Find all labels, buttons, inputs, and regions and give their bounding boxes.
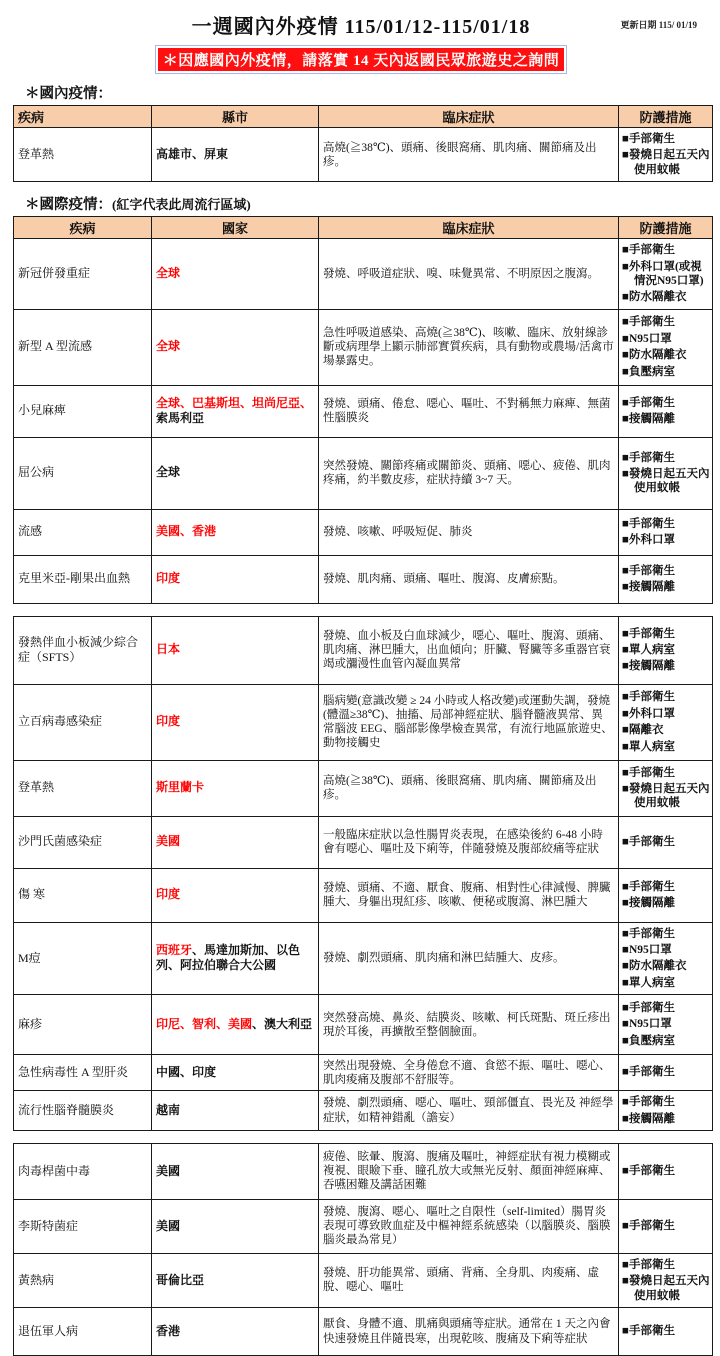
measure-item: ■手部衛生: [622, 517, 675, 530]
measure-item: ■手部衛生: [622, 564, 675, 577]
location-text: 全球: [156, 465, 181, 480]
measure-item: ■手部衛生: [622, 835, 675, 848]
location-text: 香港: [156, 1323, 181, 1338]
location-cell: [152, 1091, 319, 1131]
table-row: [14, 555, 713, 603]
symptoms-cell: 疲倦、眩暈、腹瀉、腹痛及嘔吐，神經症狀有視力模糊或複視、眼瞼下垂、瞳孔放大或無光反射、顏面神經麻痺、吞嚥困難及講話困難: [319, 1143, 619, 1199]
black-square-bullet-icon: ■: [622, 627, 629, 640]
location-text-red: 日本: [156, 642, 181, 657]
symptoms-cell: 發燒、腹瀉、噁心、嘔吐之自限性（self-limited）腸胃炎表現可導致敗血症及中樞神經系統感染（以腦膜炎、腦膜腦炎最為常見）: [319, 1199, 619, 1253]
table-row: [14, 1199, 713, 1253]
black-square-bullet-icon: ■: [622, 1112, 629, 1125]
measure-item: ■外科口罩: [622, 707, 675, 720]
location-cell: [152, 1308, 319, 1356]
disease-cell: 小兒麻痺: [14, 385, 152, 437]
measures-cell: [619, 385, 713, 437]
black-square-bullet-icon: ■: [622, 691, 629, 704]
measures-cell: [619, 1143, 713, 1199]
measure-item: ■防水隔離衣: [622, 349, 687, 362]
measures-cell: [619, 509, 713, 555]
domestic-table: [13, 105, 713, 182]
black-square-bullet-icon: ■: [622, 1220, 629, 1233]
black-square-bullet-icon: ■: [622, 365, 629, 378]
black-square-bullet-icon: ■: [622, 1165, 629, 1178]
black-square-bullet-icon: ■: [622, 316, 629, 329]
symptoms-cell: 發燒、呼吸道症狀、嗅、味覺異常、不明原因之腹瀉。: [319, 239, 619, 310]
measure-item: ■手部衛生: [622, 1165, 675, 1178]
section-title-domestic-label: ＊國內疫情：: [25, 86, 112, 102]
symptoms-cell: 發燒、肝功能異常、頭痛、背痛、全身肌、肉痠痛、虛脫、噁心、嘔吐: [319, 1253, 619, 1307]
black-square-bullet-icon: ■: [622, 1325, 629, 1338]
notice-banner-text: ＊因應國內外疫情，請落實 14 天內返國民眾旅遊史之詢問: [158, 48, 565, 71]
black-square-bullet-icon: ■: [622, 1066, 629, 1079]
disease-cell: 登革熱: [14, 760, 152, 816]
measure-item: ■手部衛生: [622, 133, 675, 145]
page-title: 一週國內外疫情 115/01/12-115/01/18: [191, 16, 531, 38]
measures-cell: [619, 1091, 713, 1131]
black-square-bullet-icon: ■: [622, 133, 629, 145]
measure-item: ■手部衛生: [622, 316, 675, 329]
black-square-bullet-icon: ■: [622, 707, 629, 720]
table-row: [14, 309, 713, 385]
table-row: [14, 1091, 713, 1131]
col-header: 防護措施: [619, 217, 713, 239]
measures-cell: [619, 760, 713, 816]
black-square-bullet-icon: ■: [622, 517, 629, 530]
location-cell: [152, 684, 319, 760]
black-square-bullet-icon: ■: [622, 740, 629, 753]
disease-cell: 沙門氏菌感染症: [14, 816, 152, 868]
table-row: [14, 239, 713, 310]
section-note-red-legend: (紅字代表此周流行區域): [112, 197, 251, 213]
report-document: [11, 10, 711, 1356]
location-cell: [152, 128, 319, 182]
black-square-bullet-icon: ■: [622, 880, 629, 893]
black-square-bullet-icon: ■: [622, 1018, 629, 1031]
header-row: [14, 106, 713, 128]
black-square-bullet-icon: ■: [622, 581, 629, 594]
disease-cell: 急性病毒性 A 型肝炎: [14, 1055, 152, 1091]
location-cell: [152, 868, 319, 922]
black-square-bullet-icon: ■: [622, 782, 629, 795]
symptoms-cell: 發燒、咳嗽、呼吸短促、肺炎: [319, 509, 619, 555]
measure-item: ■手部衛生: [622, 451, 675, 464]
symptoms-cell: 腦病變(意識改變 ≥ 24 小時或人格改變)或運動失調，發燒(體溫≥38℃)、抽搐、局部神經症狀、腦脊髓液異常、異常腦波 EEG、腦部影像學檢查異常，有流行地區旅遊史、動物接觸史: [319, 684, 619, 760]
black-square-bullet-icon: ■: [622, 244, 629, 257]
measure-item: ■手部衛生: [622, 927, 675, 940]
measure-item: ■接觸隔離: [622, 660, 675, 673]
measure-item: ■手部衛生: [622, 880, 675, 893]
table-row: [14, 1253, 713, 1307]
black-square-bullet-icon: ■: [622, 960, 629, 973]
black-square-bullet-icon: ■: [622, 1096, 629, 1109]
location-text: 哥倫比亞: [156, 1272, 205, 1287]
measure-item: ■手部衛生: [622, 1220, 675, 1233]
measures-cell: [619, 1199, 713, 1253]
measures-cell: [619, 1308, 713, 1356]
black-square-bullet-icon: ■: [622, 1275, 629, 1288]
location-text-red: 印度: [156, 887, 181, 902]
measures-cell: [619, 309, 713, 385]
symptoms-cell: 發燒、血小板及白血球減少，噁心、嘔吐、腹瀉、頭痛、肌肉痛、淋巴腫大，出血傾向；肝臟、腎臟等多重器官衰竭或瀰漫性血管內凝血異常: [319, 616, 619, 684]
measure-item: ■發燒日起五天內使用蚊帳: [622, 1275, 710, 1302]
location-cell: [152, 1199, 319, 1253]
location-text-red: 印度: [156, 714, 181, 729]
location-text: 美國: [156, 1218, 181, 1233]
notice-banner: [155, 45, 568, 74]
black-square-bullet-icon: ■: [622, 835, 629, 848]
symptoms-cell: 發燒、頭痛、不適、厭食、腹痛、相對性心律減慢、脾臟腫大、身軀出現紅疹、咳嗽、便秘或腹瀉、淋巴腫大: [319, 868, 619, 922]
measure-item: ■手部衛生: [622, 1066, 675, 1079]
symptoms-cell: 突然發高燒、鼻炎、結膜炎、咳嗽、柯氏斑點、斑丘疹出現於耳後，再擴散至整個臉面。: [319, 995, 619, 1055]
measure-item: ■手部衛生: [622, 1096, 675, 1109]
table-row: [14, 385, 713, 437]
table-row: [14, 1055, 713, 1091]
col-header: 防護措施: [619, 106, 713, 128]
measures-cell: [619, 868, 713, 922]
symptoms-cell: 發燒、劇烈頭痛、噁心、嘔吐、頸部僵直、畏光及 神經學症狀，如精神錯亂（譫妄）: [319, 1091, 619, 1131]
symptoms-cell: 發燒、肌肉痛、頭痛、嘔吐、腹瀉、皮膚瘀點。: [319, 555, 619, 603]
location-text: 、馬達加斯加、以色列、阿拉伯聯合大公國: [156, 942, 301, 973]
black-square-bullet-icon: ■: [622, 149, 629, 162]
location-cell: [152, 437, 319, 509]
measure-item: ■發燒日起五天內使用蚊帳: [622, 782, 710, 810]
black-square-bullet-icon: ■: [622, 451, 629, 464]
location-text-red: 全球: [156, 266, 181, 281]
table-row: [14, 868, 713, 922]
symptoms-cell: 高燒(≧38℃)、頭痛、後眼窩痛、肌肉痛、關節痛及出疹。: [319, 760, 619, 816]
col-header: 臨床症狀: [319, 106, 619, 128]
table-row: [14, 128, 713, 182]
disease-cell: 新型 A 型流感: [14, 309, 152, 385]
measure-item: ■隔離衣: [622, 724, 664, 737]
intl-table-3: [13, 1143, 713, 1356]
location-text: 高雄市、屏東: [156, 146, 229, 161]
location-cell: [152, 509, 319, 555]
measure-item: ■接觸隔離: [622, 897, 675, 910]
location-text-red: 印度: [156, 571, 181, 586]
disease-cell: 流行性腦脊髓膜炎: [14, 1091, 152, 1131]
domestic-table-container: [11, 105, 711, 182]
measure-item: ■發燒日起五天內使用蚊帳: [622, 467, 710, 495]
measures-cell: [619, 684, 713, 760]
symptoms-cell: 發燒、劇烈頭痛、肌肉痛和淋巴結腫大、皮疹。: [319, 922, 619, 995]
table-row: [14, 816, 713, 868]
measures-cell: [619, 555, 713, 603]
measure-item: ■防水隔離衣: [622, 291, 687, 304]
location-cell: [152, 239, 319, 310]
measures-cell: [619, 995, 713, 1055]
black-square-bullet-icon: ■: [622, 349, 629, 362]
symptoms-cell: 高燒(≧38℃)、頭痛、後眼窩痛、肌肉痛、關節痛及出疹。: [319, 128, 619, 182]
location-cell: [152, 816, 319, 868]
symptoms-cell: 突然發燒、關節疼痛或關節炎、頭痛、噁心、疲倦、肌肉疼痛，約半數皮疹，症狀持續 3~7 天。: [319, 437, 619, 509]
table-row: [14, 684, 713, 760]
location-text-red: 全球、巴基斯坦、坦尚尼亞、: [156, 395, 313, 410]
black-square-bullet-icon: ■: [622, 897, 629, 910]
black-square-bullet-icon: ■: [622, 396, 629, 409]
disease-cell: 肉毒桿菌中毒: [14, 1143, 152, 1199]
col-header: 疾病: [14, 217, 152, 239]
measure-item: ■N95口罩: [622, 1018, 672, 1031]
black-square-bullet-icon: ■: [622, 1002, 629, 1015]
disease-cell: 屈公病: [14, 437, 152, 509]
location-cell: [152, 922, 319, 995]
measure-item: ■手部衛生: [622, 396, 675, 409]
black-square-bullet-icon: ■: [622, 927, 629, 940]
measures-cell: [619, 128, 713, 182]
measure-item: ■外科口罩(或視情況N95口罩): [622, 260, 704, 287]
measures-cell: [619, 816, 713, 868]
update-date: 更新日期 115/ 01/19: [620, 20, 697, 30]
black-square-bullet-icon: ■: [622, 766, 629, 779]
measure-item: ■手部衛生: [622, 244, 675, 257]
intl-table-1: [13, 216, 713, 604]
measure-item: ■單人病室: [622, 976, 675, 989]
disease-cell: 登革熱: [14, 128, 152, 182]
measure-item: ■手部衛生: [622, 1258, 675, 1271]
disease-cell: 新冠併發重症: [14, 239, 152, 310]
col-header: 疾病: [14, 106, 152, 128]
black-square-bullet-icon: ■: [622, 976, 629, 989]
title-bar: [11, 10, 711, 42]
symptoms-cell: 發燒、頭痛、倦怠、噁心、嘔吐、不對稱無力麻痺、無菌性腦膜炎: [319, 385, 619, 437]
black-square-bullet-icon: ■: [622, 291, 629, 304]
location-text: 中國、印度: [156, 1064, 217, 1079]
black-square-bullet-icon: ■: [622, 413, 629, 426]
international-tables-container: [11, 216, 711, 1356]
location-cell: [152, 995, 319, 1055]
measure-item: ■負壓病室: [622, 365, 675, 378]
symptoms-cell: 突然出現發燒、全身倦怠不適、食慾不振、嘔吐、噁心、肌肉痠痛及腹部不舒服等。: [319, 1055, 619, 1091]
disease-cell: 流感: [14, 509, 152, 555]
disease-cell: 黃熱病: [14, 1253, 152, 1307]
measure-item: ■接觸隔離: [622, 581, 675, 594]
symptoms-cell: 一般臨床症狀以急性腸胃炎表現，在感染後約 6-48 小時會有噁心、嘔吐及下痢等，伴隨發燒及腹部絞痛等症狀: [319, 816, 619, 868]
measures-cell: [619, 1253, 713, 1307]
black-square-bullet-icon: ■: [622, 944, 629, 956]
black-square-bullet-icon: ■: [622, 564, 629, 577]
table-gap: [11, 1131, 711, 1143]
section-title-international: [25, 193, 711, 214]
measure-item: ■手部衛生: [622, 1002, 675, 1015]
location-cell: [152, 760, 319, 816]
table-row: [14, 995, 713, 1055]
location-text: 越南: [156, 1102, 181, 1117]
measure-item: ■接觸隔離: [622, 1112, 675, 1125]
black-square-bullet-icon: ■: [622, 332, 629, 345]
black-square-bullet-icon: ■: [622, 534, 629, 547]
table-gap: [11, 604, 711, 616]
location-cell: [152, 616, 319, 684]
location-text-red: 西班牙: [156, 942, 193, 957]
measure-item: ■N95口罩: [622, 332, 672, 345]
measures-cell: [619, 616, 713, 684]
measures-cell: [619, 1055, 713, 1091]
black-square-bullet-icon: ■: [622, 1034, 629, 1047]
measure-item: ■手部衛生: [622, 1325, 675, 1338]
disease-cell: 退伍軍人病: [14, 1308, 152, 1356]
location-text-red: 美國、香港: [156, 524, 217, 539]
disease-cell: 李斯特菌症: [14, 1199, 152, 1253]
table-row: [14, 760, 713, 816]
measure-item: ■外科口罩: [622, 534, 675, 547]
black-square-bullet-icon: ■: [622, 660, 629, 673]
table-row: [14, 437, 713, 509]
measure-item: ■防水隔離衣: [622, 960, 687, 973]
black-square-bullet-icon: ■: [622, 260, 629, 273]
measure-item: ■負壓病室: [622, 1034, 675, 1047]
location-text-red: 斯里蘭卡: [156, 780, 205, 795]
measure-item: ■發燒日起五天內使用蚊帳: [622, 149, 710, 176]
black-square-bullet-icon: ■: [622, 1258, 629, 1271]
location-text-red: 印尼、智利、美國: [156, 1016, 253, 1031]
section-title-international-label: ＊國際疫情：: [25, 197, 112, 214]
table-row: [14, 1143, 713, 1199]
location-text: 索馬利亞: [156, 411, 205, 426]
measure-item: ■單人病室: [622, 643, 675, 656]
table-row: [14, 616, 713, 684]
symptoms-cell: 厭食、身體不適、肌痛與頭痛等症狀。通常在 1 天之內會快速發燒且伴隨畏寒，出現乾咳、腹痛及下痢等症狀: [319, 1308, 619, 1356]
header-row: [14, 217, 713, 239]
black-square-bullet-icon: ■: [622, 643, 629, 656]
measure-item: ■單人病室: [622, 740, 675, 753]
black-square-bullet-icon: ■: [622, 467, 629, 480]
section-title-domestic: [25, 82, 711, 103]
disease-cell: M痘: [14, 922, 152, 995]
measure-item: ■接觸隔離: [622, 413, 675, 426]
intl-table-2: [13, 616, 713, 1131]
location-cell: [152, 1143, 319, 1199]
location-cell: [152, 555, 319, 603]
symptoms-cell: 急性呼吸道感染、高燒(≧38℃)、咳嗽、臨床、放射線診斷或病理學上顯示肺部實質疾病，具有動物或農場/活禽市場暴露史。: [319, 309, 619, 385]
col-header: 縣市: [152, 106, 319, 128]
measures-cell: [619, 437, 713, 509]
measure-item: ■手部衛生: [622, 691, 675, 704]
table-row: [14, 922, 713, 995]
col-header: 臨床症狀: [319, 217, 619, 239]
measure-item: ■N95口罩: [622, 944, 672, 956]
disease-cell: 麻疹: [14, 995, 152, 1055]
disease-cell: 克里米亞-剛果出血熱: [14, 555, 152, 603]
location-cell: [152, 1253, 319, 1307]
table-row: [14, 1308, 713, 1356]
location-text: 、澳大利亞: [252, 1016, 313, 1031]
location-text-red: 全球: [156, 339, 181, 354]
measure-item: ■手部衛生: [622, 627, 675, 640]
disease-cell: 傷 寒: [14, 868, 152, 922]
location-text: 美國: [156, 1163, 181, 1178]
location-cell: [152, 385, 319, 437]
black-square-bullet-icon: ■: [622, 724, 629, 737]
disease-cell: 發熱伴血小板減少綜合症（SFTS）: [14, 616, 152, 684]
disease-cell: 立百病毒感染症: [14, 684, 152, 760]
col-header: 國家: [152, 217, 319, 239]
measures-cell: [619, 922, 713, 995]
table-row: [14, 509, 713, 555]
measures-cell: [619, 239, 713, 310]
location-text-red: 美國: [156, 834, 181, 849]
location-cell: [152, 309, 319, 385]
measure-item: ■手部衛生: [622, 766, 675, 779]
location-cell: [152, 1055, 319, 1091]
